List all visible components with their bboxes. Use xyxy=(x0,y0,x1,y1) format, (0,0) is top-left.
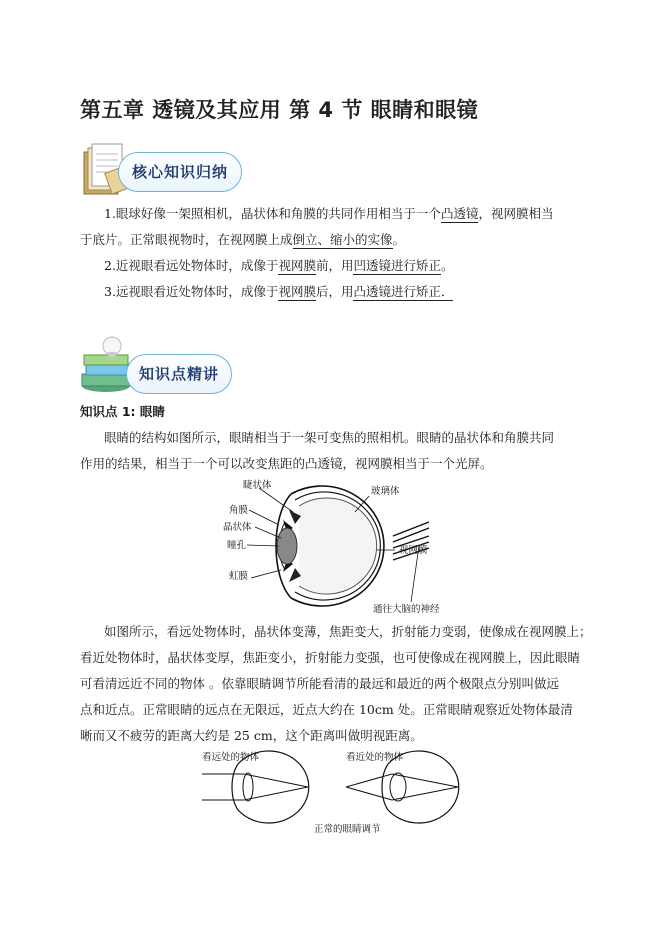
kp1-p1: 眼睛的结构如图所示，眼睛相当于一架可变焦的照相机。眼睛的晶状体和角膜共同 xyxy=(104,430,555,445)
kp1-p6: 点和近点。正常眼睛的远点在无限远，近点大约在 10cm 处。正常眼睛观察近处物体最清 xyxy=(80,702,573,717)
kp1-p2: 作用的结果，相当于一个可以改变焦距的凸透镜，视网膜相当于一个光屏。 xyxy=(80,456,493,471)
label-pupil: 瞳孔 xyxy=(227,540,247,551)
label-iris: 虹膜 xyxy=(229,571,249,582)
label-lens: 晶状体 xyxy=(223,522,252,533)
label-vitreous: 玻璃体 xyxy=(371,486,400,497)
core-p3: 3.远视眼看近处物体时，成像于视网膜后，用凸透镜进行矫正． xyxy=(104,284,454,299)
kp1-p5: 可看清远近不同的物体 。依靠眼睛调节所能看清的最远和最近的两个极限点分别叫做远 xyxy=(80,676,559,691)
core-knowledge-banner xyxy=(78,140,248,200)
kp1-heading: 知识点 1: 眼睛 xyxy=(80,404,165,419)
core-p1-line2: 于底片。正常眼视物时，在视网膜上成倒立、缩小的实像。 xyxy=(80,232,406,247)
core-knowledge-banner-label: 核心知识归纳 xyxy=(118,152,242,192)
label-ciliary: 睫状体 xyxy=(243,480,272,491)
label-accommodation-caption: 正常的眼睛调节 xyxy=(314,824,381,835)
page-title: 第五章 透镜及其应用 第 4 节 眼睛和眼镜 xyxy=(80,98,479,122)
kp1-p3: 如图所示，看远处物体时，晶状体变薄，焦距变大，折射能力变弱，使像成在视网膜上； xyxy=(104,624,592,639)
core-p1-line1: 1.眼球好像一架照相机，晶状体和角膜的共同作用相当于一个凸透镜，视网膜相当 xyxy=(104,206,554,221)
label-near-object: 看近处的物体 xyxy=(346,752,404,763)
kp1-p4: 看近处物体时，晶状体变厚，焦距变小，折射能力变强，也可使像成在视网膜上，因此眼睛 xyxy=(80,650,581,665)
kp1-p7: 晰而又不疲劳的距离大约是 25 cm，这个距离叫做明视距离。 xyxy=(80,728,423,743)
label-retina: 视网膜 xyxy=(399,545,428,556)
label-cornea: 角膜 xyxy=(229,505,249,516)
label-far-object: 看远处的物体 xyxy=(202,752,260,763)
eye-accommodation-figure xyxy=(196,746,462,838)
core-p2: 2.近视眼看远处物体时，成像于视网膜前，用凹透镜进行矫正。 xyxy=(104,258,454,273)
eye-structure-figure xyxy=(215,476,445,616)
label-nerve: 通往大脑的神经 xyxy=(373,604,440,615)
knowledge-points-banner-label: 知识点精讲 xyxy=(126,354,232,394)
knowledge-points-banner xyxy=(78,334,238,396)
